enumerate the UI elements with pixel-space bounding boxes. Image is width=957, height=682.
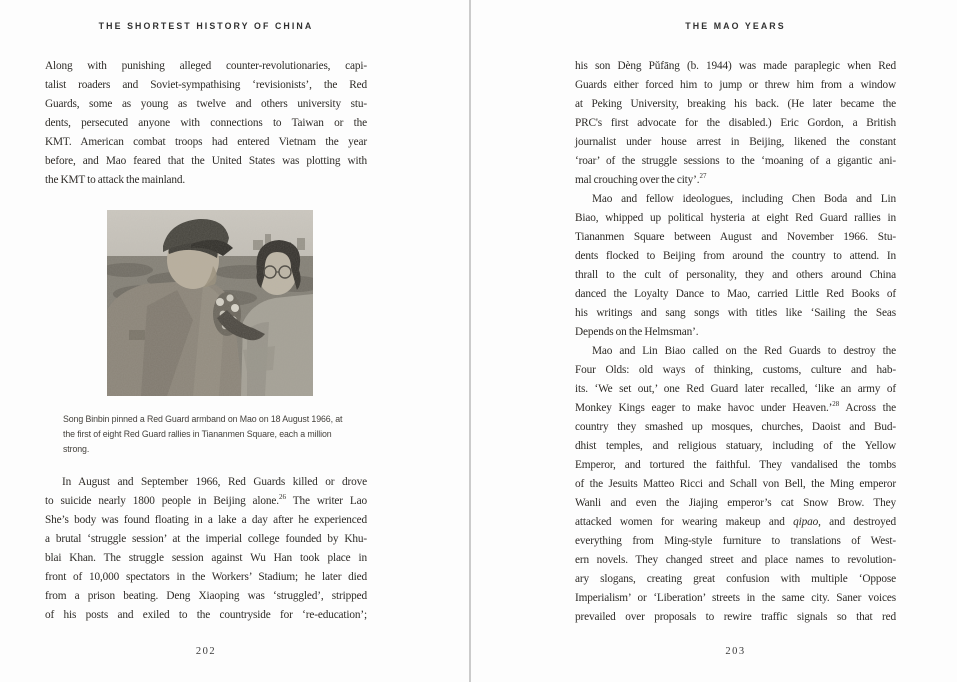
text-line: his son Dèng Pǔfāng (b. 1944) was made paraplegic when Red	[575, 60, 896, 72]
right-paragraph-2	[575, 190, 896, 342]
text-line: Wanli and even the Jiajing emperor’s cat Snow Brow. They	[575, 497, 896, 509]
text-line: prevailed over proposals to rewire traffic signals so that red	[575, 611, 896, 623]
text-line: front of 10,000 spectators in the Workers’ Stadium; he later died	[45, 571, 367, 583]
photo-caption	[63, 412, 353, 457]
text-line: Four Olds: old ways of thinking, customs, culture and hab-	[575, 364, 896, 376]
text-line: of the Jesuits Matteo Ricci and Schall von Bell, the Ming emperor	[575, 478, 896, 490]
text-line: Emperor, and tortured the faithful. They vandalised the tombs	[575, 459, 896, 471]
text-line: its. ‘We set out,’ one Red Guard later recalled, ‘like an army of	[575, 383, 896, 395]
text-line: mal crouching over the city’.$^{27}$	[575, 172, 707, 186]
text-line: danced the Loyalty Dance to Mao, carried Little Red Books of	[575, 288, 896, 300]
text-line: Along with punishing alleged counter-revolutionaries, capi-	[45, 60, 367, 72]
text-line: dhist temples, and religious statuary, including of the Yellow	[575, 440, 896, 452]
text-line: to suicide nearly 1800 people in Beijing alone.$^{26}$ The writer Lao	[45, 493, 367, 507]
text-line: of his posts and exiled to the countryside for ‘re-education’;	[45, 609, 367, 621]
text-line: Song Binbin pinned a Red Guard armband on Mao on 18 August 1966, at	[63, 414, 343, 424]
text-line: before, and Mao feared that the United States was plotting with	[45, 155, 367, 167]
page-gutter-divider	[469, 0, 471, 682]
text-line: KMT. American combat troops had entered Vietnam the year	[45, 136, 367, 148]
text-line: strong.	[63, 444, 90, 454]
text-line: a brutal ‘struggle session’ at the imperial college founded by Khu-	[45, 533, 367, 545]
text-line: In August and September 1966, Red Guards killed or drove	[62, 476, 367, 488]
text-line: his writings and sang songs with titles like ‘Sailing the Seas	[575, 307, 896, 319]
page-number-right: 203	[725, 646, 746, 657]
left-paragraph-2	[45, 473, 367, 625]
text-line: ary slogans, creating great confusion with multiple ‘Oppose	[575, 573, 896, 585]
text-line: dents flocked to Beijing from around the country to attend. In	[575, 250, 896, 262]
right-paragraph-3	[575, 342, 896, 627]
text-line: dents, persecuted anyone with connections to Taiwan or the	[45, 117, 367, 129]
running-header-left: THE SHORTEST HISTORY OF CHINA	[98, 21, 314, 31]
text-line: Imperialism’ or ‘Liberation’ streets in the same city. Saner voices	[575, 592, 896, 604]
text-line: the first of eight Red Guard rallies in Tiananmen Square, each a million	[63, 429, 332, 439]
text-line: Guards either forced him to jump or threw him from a window	[575, 79, 896, 91]
left-paragraph-1	[45, 57, 367, 190]
photo-mao-song-binbin	[107, 210, 313, 396]
right-paragraph-1	[575, 57, 896, 190]
text-line: Mao and fellow ideologues, including Chen Boda and Lin	[592, 193, 896, 205]
text-line: thrall to the cult of personality, they and others around China	[575, 269, 896, 281]
photo-illustration	[107, 210, 313, 396]
text-line: attacked women for wearing makeup and qipao, and destroyed	[575, 516, 896, 528]
text-line: Depends on the Helmsman’.	[575, 326, 699, 338]
text-line: journalist under house arrest in Beijing, likened the constant	[575, 136, 896, 148]
text-line: Monkey Kings eager to make havoc under Heaven.’$^{28}$ Across the	[575, 400, 896, 414]
text-line: She’s body was found floating in a lake a day after he experienced	[45, 514, 367, 526]
text-line: ‘roar’ of the struggle sessions to the ‘moaning of a gigantic ani-	[575, 155, 896, 167]
running-header-right: THE MAO YEARS	[685, 21, 786, 31]
text-line: everything from Ming-style furniture to translations of West-	[575, 535, 896, 547]
text-line: talist roaders and Soviet-sympathising ‘revisionists’, the Red	[45, 79, 367, 91]
text-line: blai Khan. The struggle session against Wu Han took place in	[45, 552, 367, 564]
text-line: Biao, whipped up political hysteria at eight Red Guard rallies in	[575, 212, 896, 224]
text-line: Tiananmen Square between August and November 1966. Stu-	[575, 231, 896, 243]
text-line: ern novels. They changed street and place names to revolution-	[575, 554, 896, 566]
text-line: the KMT to attack the mainland.	[45, 174, 186, 186]
text-line: Mao and Lin Biao called on the Red Guards to destroy the	[592, 345, 896, 357]
text-line: PRC's first advocate for the disabled.) Eric Gordon, a British	[575, 117, 896, 129]
text-line: Guards, some as young as twelve and others university stu-	[45, 98, 367, 110]
page-number-left: 202	[195, 646, 217, 657]
text-line: at Peking University, breaking his back. (He later became the	[575, 98, 896, 110]
text-line: country they smashed up mosques, churches, Daoist and Bud-	[575, 421, 896, 433]
text-line: from a prison beating. Deng Xiaoping was ‘struggled’, stripped	[45, 590, 367, 602]
